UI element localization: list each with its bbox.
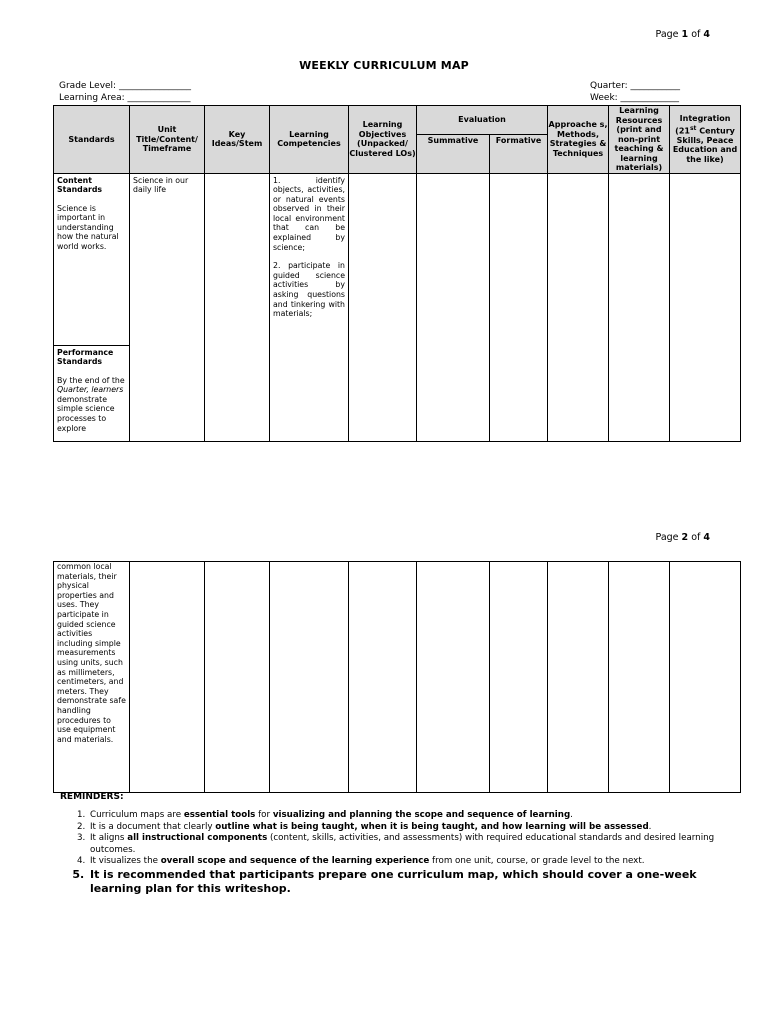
page-number-1: Page 1 of 4 <box>655 29 710 40</box>
competency-2: 2. participate in guided science activities by asking questions and tinkering with materials; <box>273 261 345 319</box>
formative-cell[interactable] <box>490 173 548 441</box>
document-title: WEEKLY CURRICULUM MAP <box>299 59 469 72</box>
performance-standards-title: Performance Standards <box>57 347 114 367</box>
reminders-list <box>70 810 738 897</box>
key-ideas-cell-2[interactable] <box>205 562 270 793</box>
performance-standards-text: By the end of the Quarter, learners demonstrate simple science processes to explore <box>57 375 125 433</box>
reminder-item-5: 5. It is recommended that participants prepare one curriculum map, which should cover a one-week learning plan for this writeshop. <box>88 868 738 897</box>
header-summative: Summative <box>417 135 490 173</box>
integration-cell-2[interactable] <box>670 562 741 793</box>
header-key-ideas: Key Ideas/Stem <box>205 106 270 174</box>
competency-1: 1. identify objects, activities, or natural events observed in their local environment that can be explained by science; <box>273 175 345 252</box>
header-standards: Standards <box>54 106 130 174</box>
reminder-item-4: 4. It visualizes the overall scope and sequence of the learning experience from one unit, course, or grade level to the next. <box>88 856 738 868</box>
unit-title-cell[interactable] <box>130 173 205 441</box>
header-evaluation: Evaluation <box>417 106 548 135</box>
curriculum-map-table <box>53 105 741 442</box>
unit-title-text: Science in our daily life <box>133 175 189 195</box>
reminder-item-1: 1. Curriculum maps are essential tools for visualizing and planning the scope and sequence of learning. <box>88 810 738 822</box>
header-integration: Integration (21st Century Skills, Peace Education and the like) <box>670 106 741 174</box>
header-learning-objectives: Learning Objectives (Unpacked/ Clustered LOs) <box>349 106 417 174</box>
reminder-item-3: 3. It aligns all instructional components (content, skills, activities, and assessments) with required educational standards and desired learning outcomes. <box>88 833 738 856</box>
header-unit-title: Unit Title/Content/ Timeframe <box>130 106 205 174</box>
approaches-cell-2[interactable] <box>548 562 609 793</box>
integration-cell[interactable] <box>670 173 741 441</box>
resources-cell-2[interactable] <box>609 562 670 793</box>
summative-cell[interactable] <box>417 173 490 441</box>
resources-cell[interactable] <box>609 173 670 441</box>
header-learning-resources: Learning Resources (print and non-print teaching & learning materials) <box>609 106 670 174</box>
content-standards-text: Science is important in understanding how the natural world works. <box>57 203 119 252</box>
grade-level-field[interactable]: Grade Level: ________________ <box>59 81 191 91</box>
curriculum-map-table-continued <box>53 561 741 793</box>
formative-cell-2[interactable] <box>490 562 548 793</box>
standards-continued-text: common local materials, their physical properties and uses. They participate in guided science activities including simple measurements using units, such as millimeters, centimeters, and meters. They demonstrate safe handling procedures to use equipment and materials. <box>57 562 126 744</box>
reminders-title: REMINDERS: <box>60 792 124 802</box>
header-approaches: Approache s, Methods, Strategies & Techniques <box>548 106 609 174</box>
objectives-cell[interactable] <box>349 173 417 441</box>
unit-title-cell-2[interactable] <box>130 562 205 793</box>
key-ideas-cell[interactable] <box>205 173 270 441</box>
header-formative: Formative <box>490 135 548 173</box>
competencies-cell-2[interactable] <box>270 562 349 793</box>
page-number-2: Page 2 of 4 <box>655 532 710 543</box>
week-field[interactable]: Week: _____________ <box>590 93 680 103</box>
summative-cell-2[interactable] <box>417 562 490 793</box>
approaches-cell[interactable] <box>548 173 609 441</box>
quarter-field[interactable]: Quarter: ___________ <box>590 81 681 91</box>
content-standards-cell[interactable] <box>54 173 130 345</box>
reminder-item-2: 2. It is a document that clearly outline what is being taught, when it is being taught, and how learning will be assessed. <box>88 822 738 834</box>
performance-standards-cell[interactable] <box>54 345 130 441</box>
competencies-cell[interactable] <box>270 173 349 441</box>
content-standards-title: Content Standards <box>57 175 103 195</box>
header-learning-competencies: Learning Competencies <box>270 106 349 174</box>
learning-area-field[interactable]: Learning Area: ______________ <box>59 93 191 103</box>
standards-continued-cell[interactable] <box>54 562 130 793</box>
objectives-cell-2[interactable] <box>349 562 417 793</box>
